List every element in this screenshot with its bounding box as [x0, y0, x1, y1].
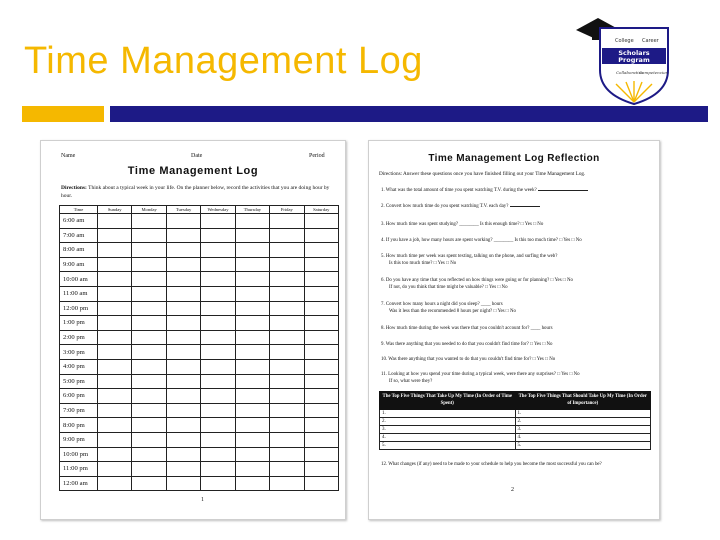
schedule-cell	[98, 272, 132, 287]
question-1: 1. What was the total amount of time you spent watching T.V. during the week?	[381, 187, 653, 194]
question-7-sub: Was it less than the recommended 8 hours per night? □ Yes □ No	[389, 309, 516, 314]
schedule-cell	[132, 432, 166, 447]
schedule-cell	[201, 214, 235, 229]
schedule-cell	[235, 316, 269, 331]
schedule-cell	[98, 447, 132, 462]
question-6-sub: If not, do you think that time might be valuable? □ Yes □ No	[389, 285, 508, 290]
schedule-cell	[270, 301, 304, 316]
schedule-cell	[132, 316, 166, 331]
schedule-cell	[201, 447, 235, 462]
schedule-cell	[201, 257, 235, 272]
question-10: 10. Was there anything that you wanted to do that you couldn't find time for? □ Yes □ No	[381, 357, 556, 362]
scholars-program-logo	[556, 10, 686, 110]
schedule-cell	[235, 330, 269, 345]
schedule-cell	[235, 272, 269, 287]
schedule-cell	[98, 316, 132, 331]
page-number: 1	[201, 497, 204, 503]
schedule-cell	[270, 403, 304, 418]
schedule-cell	[235, 447, 269, 462]
schedule-cell	[304, 403, 338, 418]
schedule-cell	[201, 389, 235, 404]
schedule-cell	[98, 301, 132, 316]
schedule-cell	[235, 243, 269, 258]
schedule-row	[60, 403, 339, 418]
top5-cell: 1.	[380, 410, 516, 418]
top5-cell: 3.	[380, 426, 516, 434]
schedule-cell	[201, 403, 235, 418]
schedule-cell	[235, 389, 269, 404]
time-slot-label: 1:00 pm	[60, 316, 98, 331]
question-9: 9. Was there anything that you needed to do that you couldn't find time for? □ Yes □ No	[381, 342, 553, 347]
schedule-row	[60, 418, 339, 433]
time-slot-label: 6:00 pm	[60, 389, 98, 404]
schedule-cell	[98, 389, 132, 404]
schedule-cell	[304, 316, 338, 331]
schedule-cell	[270, 228, 304, 243]
logo-banner-right: Career	[642, 38, 659, 44]
question-11: 11. Looking at how you spend your time during a typical week, were there any surprises? □ Yes □ No If so, what were they?	[381, 371, 653, 385]
time-slot-label: 8:00 pm	[60, 418, 98, 433]
time-slot-label: 10:00 pm	[60, 447, 98, 462]
schedule-column-header: Tuesday	[166, 206, 200, 214]
schedule-cell	[132, 272, 166, 287]
schedule-cell	[98, 359, 132, 374]
schedule-cell	[98, 476, 132, 491]
schedule-cell	[98, 403, 132, 418]
schedule-cell	[201, 228, 235, 243]
reflection-page	[368, 140, 660, 520]
schedule-cell	[304, 462, 338, 477]
schedule-cell	[304, 301, 338, 316]
schedule-cell	[166, 257, 200, 272]
schedule-cell	[132, 403, 166, 418]
schedule-cell	[304, 418, 338, 433]
schedule-cell	[270, 432, 304, 447]
time-slot-label: 9:00 am	[60, 257, 98, 272]
schedule-cell	[270, 214, 304, 229]
schedule-cell	[201, 418, 235, 433]
schedule-cell	[201, 272, 235, 287]
schedule-column-header: Monday	[132, 206, 166, 214]
schedule-cell	[98, 345, 132, 360]
schedule-cell	[166, 228, 200, 243]
schedule-cell	[98, 286, 132, 301]
schedule-cell	[166, 359, 200, 374]
top5-cell: 4.	[515, 434, 651, 442]
schedule-cell	[201, 359, 235, 374]
question-6: 6. Do you have any time that you reflected on how things were going or for planning? □ Yes □ No If not, do you think that time might be valuable? □ Yes □ No	[381, 277, 653, 291]
schedule-cell	[166, 330, 200, 345]
schedule-cell	[304, 345, 338, 360]
schedule-cell	[270, 257, 304, 272]
schedule-column-header: Thursday	[235, 206, 269, 214]
schedule-cell	[201, 345, 235, 360]
schedule-row	[60, 316, 339, 331]
directions-text: Think about a typical week in your life. On the planner below, record the activities that you are doing hour by hour.	[61, 185, 330, 199]
schedule-cell	[201, 330, 235, 345]
top5-row	[380, 418, 651, 426]
schedule-cell	[304, 389, 338, 404]
schedule-cell	[235, 462, 269, 477]
time-slot-label: 4:00 pm	[60, 359, 98, 374]
schedule-row	[60, 462, 339, 477]
schedule-cell	[304, 286, 338, 301]
schedule-cell	[270, 243, 304, 258]
time-slot-label: 11:00 pm	[60, 462, 98, 477]
question-5: 5. How much time per week was spent texting, talking on the phone, and surfing the web? Is this too much time? □ Yes □ No	[381, 253, 653, 267]
top-five-table	[379, 391, 651, 450]
schedule-row	[60, 257, 339, 272]
schedule-cell	[166, 345, 200, 360]
schedule-cell	[235, 359, 269, 374]
time-slot-label: 10:00 am	[60, 272, 98, 287]
schedule-cell	[166, 403, 200, 418]
schedule-cell	[270, 330, 304, 345]
schedule-cell	[270, 316, 304, 331]
schedule-cell	[132, 418, 166, 433]
schedule-cell	[270, 359, 304, 374]
schedule-cell	[270, 272, 304, 287]
schedule-cell	[132, 389, 166, 404]
schedule-cell	[201, 316, 235, 331]
schedule-cell	[270, 374, 304, 389]
date-label: Date	[191, 153, 203, 159]
schedule-cell	[166, 301, 200, 316]
top5-cell: 3.	[515, 426, 651, 434]
schedule-cell	[166, 389, 200, 404]
schedule-cell	[270, 447, 304, 462]
schedule-row	[60, 389, 339, 404]
accent-bar	[22, 106, 104, 122]
schedule-cell	[166, 374, 200, 389]
directions-label: Directions:	[61, 185, 87, 191]
schedule-cell	[201, 374, 235, 389]
schedule-cell	[235, 345, 269, 360]
schedule-cell	[132, 359, 166, 374]
schedule-cell	[132, 476, 166, 491]
schedule-row	[60, 359, 339, 374]
schedule-cell	[166, 432, 200, 447]
question-7: 7. Convert how many hours a night did you sleep? ____ hours Was it less than the recommended 8 hours per night? □ Yes □ No	[381, 301, 653, 315]
schedule-cell	[201, 301, 235, 316]
schedule-cell	[132, 214, 166, 229]
schedule-cell	[304, 214, 338, 229]
question-8: 8. How much time during the week was there that you couldn't account for? ____ hours	[381, 326, 553, 331]
schedule-cell	[235, 257, 269, 272]
schedule-row	[60, 228, 339, 243]
question-3: 3. How much time was spent studying? ________ Is this enough time? □ Yes □ No	[381, 222, 544, 227]
schedule-cell	[166, 418, 200, 433]
schedule-cell	[166, 447, 200, 462]
schedule-cell	[132, 257, 166, 272]
schedule-cell	[98, 462, 132, 477]
top5-row	[380, 434, 651, 442]
schedule-cell	[270, 418, 304, 433]
time-log-page	[40, 140, 346, 520]
schedule-cell	[98, 374, 132, 389]
time-slot-label: 12:00 am	[60, 476, 98, 491]
schedule-column-header: Sunday	[98, 206, 132, 214]
schedule-cell	[132, 301, 166, 316]
schedule-cell	[166, 316, 200, 331]
schedule-cell	[235, 418, 269, 433]
schedule-cell	[270, 389, 304, 404]
time-slot-label: 8:00 am	[60, 243, 98, 258]
slide-title: Time Management Log	[24, 40, 423, 82]
time-slot-label: 6:00 am	[60, 214, 98, 229]
logo-motto-left: Collaboration	[616, 70, 644, 75]
schedule-cell	[304, 228, 338, 243]
schedule-cell	[98, 214, 132, 229]
schedule-cell	[235, 403, 269, 418]
schedule-cell	[98, 243, 132, 258]
schedule-cell	[235, 476, 269, 491]
schedule-cell	[304, 243, 338, 258]
schedule-row	[60, 330, 339, 345]
schedule-row	[60, 374, 339, 389]
time-slot-label: 11:00 am	[60, 286, 98, 301]
schedule-cell	[201, 462, 235, 477]
schedule-cell	[235, 286, 269, 301]
weekly-schedule-table	[59, 205, 339, 491]
reflection-directions: Directions: Answer these questions once you have finished filling out your Time Management Log.	[379, 171, 586, 177]
top5-row	[380, 426, 651, 434]
schedule-cell	[98, 257, 132, 272]
schedule-cell	[235, 214, 269, 229]
schedule-cell	[304, 330, 338, 345]
schedule-column-header: Friday	[270, 206, 304, 214]
time-slot-label: 3:00 pm	[60, 345, 98, 360]
schedule-cell	[132, 345, 166, 360]
top5-cell: 2.	[515, 418, 651, 426]
schedule-column-header: Time	[60, 206, 98, 214]
time-slot-label: 12:00 pm	[60, 301, 98, 316]
schedule-cell	[132, 286, 166, 301]
schedule-cell	[132, 228, 166, 243]
time-slot-label: 2:00 pm	[60, 330, 98, 345]
top5-cell: 2.	[380, 418, 516, 426]
top5-cell: 5.	[515, 442, 651, 450]
schedule-cell	[166, 462, 200, 477]
schedule-cell	[98, 432, 132, 447]
schedule-cell	[201, 432, 235, 447]
schedule-row	[60, 447, 339, 462]
logo-banner-left: College	[615, 38, 634, 44]
schedule-cell	[235, 432, 269, 447]
schedule-row	[60, 301, 339, 316]
schedule-cell	[98, 228, 132, 243]
schedule-cell	[166, 243, 200, 258]
question-12: 12. What changes (if any) need to be made to your schedule to help you become the most successful you can be?	[381, 462, 602, 467]
time-slot-label: 9:00 pm	[60, 432, 98, 447]
schedule-row	[60, 272, 339, 287]
top5-cell: 1.	[515, 410, 651, 418]
schedule-row	[60, 214, 339, 229]
schedule-cell	[270, 345, 304, 360]
top5-header-importance: The Top Five Things That Should Take Up My Time (In Order of Importance)	[515, 392, 651, 410]
question-5-sub: Is this too much time? □ Yes □ No	[389, 261, 457, 266]
schedule-cell	[270, 286, 304, 301]
logo-program-line1: Scholars	[618, 49, 650, 57]
schedule-column-header: Wednesday	[201, 206, 235, 214]
schedule-row	[60, 432, 339, 447]
logo-motto-right: Competencies	[639, 70, 668, 75]
schedule-column-header: Saturday	[304, 206, 338, 214]
time-slot-label: 7:00 pm	[60, 403, 98, 418]
schedule-cell	[132, 447, 166, 462]
schedule-row	[60, 243, 339, 258]
question-11-sub: If so, what were they?	[389, 379, 433, 384]
schedule-row	[60, 476, 339, 491]
schedule-cell	[132, 462, 166, 477]
schedule-cell	[235, 301, 269, 316]
schedule-cell	[98, 418, 132, 433]
schedule-cell	[270, 462, 304, 477]
schedule-cell	[304, 432, 338, 447]
schedule-cell	[166, 272, 200, 287]
time-slot-label: 5:00 pm	[60, 374, 98, 389]
log-directions	[61, 184, 341, 200]
question-4: 4. If you have a job, how many hours are spent working? ________ Is this too much time? □ Yes □ No	[381, 238, 582, 243]
time-slot-label: 7:00 am	[60, 228, 98, 243]
schedule-row	[60, 345, 339, 360]
schedule-cell	[235, 374, 269, 389]
schedule-cell	[304, 476, 338, 491]
logo-program-line2: Program	[618, 56, 650, 64]
reflection-title: Time Management Log Reflection	[428, 153, 600, 164]
top5-cell: 5.	[380, 442, 516, 450]
question-2: 2. Convert how much time do you spent watching T.V. each day?	[381, 203, 653, 210]
schedule-cell	[166, 476, 200, 491]
top5-row	[380, 410, 651, 418]
schedule-cell	[270, 476, 304, 491]
schedule-cell	[132, 374, 166, 389]
top5-row	[380, 442, 651, 450]
schedule-cell	[304, 359, 338, 374]
page-number: 2	[511, 487, 514, 493]
schedule-cell	[304, 257, 338, 272]
schedule-cell	[304, 374, 338, 389]
schedule-cell	[201, 243, 235, 258]
schedule-cell	[201, 476, 235, 491]
schedule-cell	[304, 272, 338, 287]
schedule-cell	[304, 447, 338, 462]
schedule-cell	[235, 228, 269, 243]
top5-cell: 4.	[380, 434, 516, 442]
period-label: Period	[309, 153, 325, 159]
schedule-cell	[166, 286, 200, 301]
schedule-cell	[166, 214, 200, 229]
schedule-cell	[201, 286, 235, 301]
name-label: Name	[61, 153, 76, 159]
schedule-row	[60, 286, 339, 301]
schedule-cell	[132, 243, 166, 258]
schedule-cell	[132, 330, 166, 345]
log-title: Time Management Log	[127, 165, 259, 177]
schedule-cell	[98, 330, 132, 345]
top5-header-time-spent: The Top Five Things That Take Up My Time (In Order of Time Spent)	[380, 392, 516, 410]
